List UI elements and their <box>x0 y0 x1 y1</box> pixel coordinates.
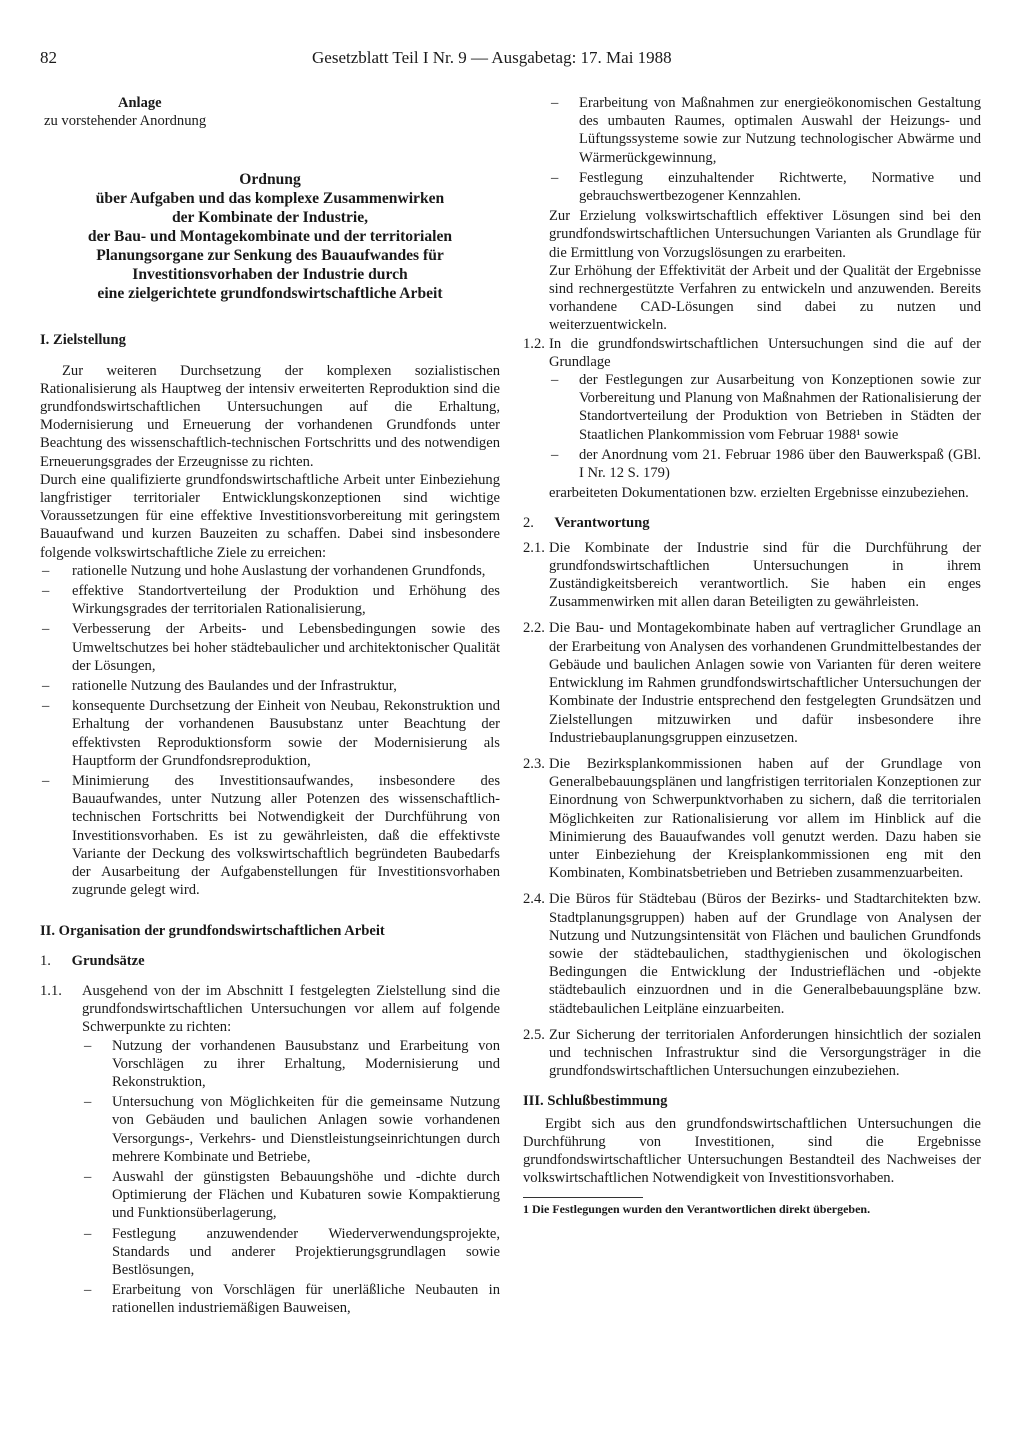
list-item: – Festlegung einzuhaltender Richtwerte, Normative und gebrauchswertbezogener Kennzahlen. <box>549 169 981 205</box>
clause-2-3 <box>523 755 981 882</box>
clause-2-2 <box>523 619 981 746</box>
section-heading-organisation: II. Organisation der grundfondswirtschaftlichen Arbeit <box>40 922 385 939</box>
clause-number: 1.1. <box>40 982 62 999</box>
list-item: – Erarbeitung von Maßnahmen zur energieökonomischen Gestaltung des umbauten Raumes, optimalen Auswahl der Heizungs- und Lüftungssysteme sowie zur Nutzung technologischer Abwärme und Wärmerückgewinnung, <box>549 94 981 167</box>
anlage-label: Anlage <box>118 95 162 111</box>
list-item: – rationelle Nutzung und hohe Auslastung der vorhandenen Grundfonds, <box>40 562 500 580</box>
clause-text: Die Bezirksplankommissionen haben auf der Grundlage von Generalbebauungsplänen und langfristigen territorialen Konzeptionen zur Einordnung von Schwerpunktvorhaben zu sichern, daß die territorialen Möglichkeiten zur Rationalisierung vor allem im Hinblick auf die Minimierung des Bauaufwandes voll genutzt werden. Dazu haben sie unter Einbeziehung der Kreisplankommissionen eng mit den Kombinaten, Kombinatsbetrieben und Betrieben zusammenzuarbeiten. <box>549 755 981 882</box>
section-heading-schlussbestimmung: III. Schlußbestimmung <box>523 1093 668 1110</box>
clause-number: 2.5. <box>523 1026 545 1043</box>
list-item: – Erarbeitung von Vorschlägen für unerläßliche Neubauten in rationellen industriemäßigen Bauweisen, <box>82 1281 500 1317</box>
clause-text: Die Kombinate der Industrie sind für die Durchführung der grundfondswirtschaftlichen Untersuchungen in ihrem Zuständigkeitsbereich verantwortlich. Sie haben ein enges Zusammenwirken mit allen daran Beteiligten zu gewährleisten. <box>549 539 981 611</box>
list-item: – der Festlegungen zur Ausarbeitung von Konzeptionen sowie zur Vorbereitung und Planung von Maßnahmen der Rationalisierung der Standortverteilung der Produktion von Betrieben in Städten der Staatlichen Plankommission vom Februar 1988¹ sowie <box>549 371 981 444</box>
subsection-number: 2. <box>523 515 534 532</box>
list-item: – Festlegung anzuwendender Wiederverwendungsprojekte, Standards und anderer Projektierungsgrundlagen sowie Bestlösungen, <box>82 1225 500 1280</box>
left-column <box>40 94 500 1326</box>
document-title <box>40 170 500 303</box>
right-column <box>523 94 981 1217</box>
clause-2-1 <box>523 539 981 612</box>
section-heading-zielstellung: I. Zielstellung <box>40 332 126 349</box>
subsection-number: 1. <box>40 952 51 969</box>
clause-number: 1.2. <box>523 335 545 352</box>
list-item: – rationelle Nutzung des Baulandes und der Infrastruktur, <box>40 677 500 695</box>
title-line: Investitionsvorhaben der Industrie durch <box>132 266 408 284</box>
clause-number: 2.3. <box>523 755 545 772</box>
list-item: – Untersuchung von Möglichkeiten für die gemeinsame Nutzung von Gebäuden und baulichen Anlagen sowie vorhandenen Versorgungs-, Verkehrs- und Dienstleistungseinrichtungen durch mehrere Kombinate und Betriebe, <box>82 1093 500 1166</box>
anlage-subtitle: zu vorstehender Anordnung <box>44 113 207 130</box>
subsection-heading-verantwortung <box>523 514 981 532</box>
title-line: über Aufgaben und das komplexe Zusammenwirken <box>95 190 445 208</box>
subsection-title: Grundsätze <box>71 952 145 969</box>
clause-text: Die Bau- und Montagekombinate haben auf vertraglicher Grundlage an der Erarbeitung von Analysen des vorhandenen Grundmittelbestandes der Gebäude und baulichen Anlagen sowie von Varianten für deren weitere Entwicklung im Rahmen grundfondswirtschaftlicher Untersuchungen der Kombinate der Industrie entsprechend den festgelegten Grundsätzen und Zielstellungen mitzuwirken und dafür insbesondere ihre Industriebauplanungsgruppen einzusetzen. <box>549 620 981 746</box>
clause-text: Zur Sicherung der territorialen Anforderungen hinsichtlich der sozialen und technischen Infrastruktur sind die Versorgungsträger in die grundfondswirtschaftlichen Untersuchungen einzubeziehen. <box>549 1026 981 1080</box>
goals-list <box>40 562 500 900</box>
running-head: Gesetzblatt Teil I Nr. 9 — Ausgabetag: 17. Mai 1988 <box>312 48 672 67</box>
paragraph: Zur Erhöhung der Effektivität der Arbeit und der Qualität der Ergebnisse sind rechnergestützte Verfahren zu entwickeln und anzuwenden. Bereits vorhandene CAD-Lösungen sind dabei zu nutzen und weiterzuentwickeln. <box>549 262 981 334</box>
subsection-title: Verantwortung <box>554 515 650 532</box>
focus-list-continued <box>549 94 981 205</box>
clause-1-1-continued <box>549 94 981 335</box>
paragraph: Durch eine qualifizierte grundfondswirtschaftliche Arbeit unter Einbeziehung langfristiger territorialer Entwicklungskonzeptionen sind wichtige Voraussetzungen für eine effektive Investitionsvorbereitung mit geringstem Bauaufwand und kurzen Bauzeiten zu schaffen. Dabei sind insbesondere folgende volkswirtschaftliche Ziele zu erreichen: <box>40 471 500 561</box>
clause-text: Ausgehend von der im Abschnitt I festgelegten Zielstellung sind die grundfondswirtschaftlichen Untersuchungen vor allem auf folgende Schwerpunkte zu richten: <box>82 982 500 1036</box>
clause-1-2 <box>523 335 981 503</box>
paragraph: Zur weiteren Durchsetzung der komplexen sozialistischen Rationalisierung als Hauptweg der intensiv erweiterten Reproduktion sind die grundfondswirtschaftlichen Untersuchungen auf die Erhaltung, Modernisierung und Erneuerung der vorhandenen Grundfonds unter Beachtung des wissenschaftlich-technischen Fortschritts und des notwendigen Erneuerungsgrades der Erzeugnisse zu richten. <box>40 362 500 470</box>
page-number: 82 <box>40 48 57 67</box>
list-item: – Nutzung der vorhandenen Bausubstanz und Erarbeitung von Vorschlägen zu ihrer Erhaltung, Modernisierung und Rekonstruktion, <box>82 1037 500 1092</box>
clause-number: 2.1. <box>523 539 545 556</box>
clause-2-5 <box>523 1026 981 1081</box>
list-item: – der Anordnung vom 21. Februar 1986 über den Bauwerkspaß (GBl. I Nr. 12 S. 179) <box>549 446 981 482</box>
list-item: – Verbesserung der Arbeits- und Lebensbedingungen sowie des Umweltschutzes bei hoher städtebaulicher und architektonischer Qualität der Lösungen, <box>40 620 500 675</box>
clause-text: In die grundfondswirtschaftlichen Untersuchungen sind die auf der Grundlage <box>549 335 981 370</box>
paragraph: Ergibt sich aus den grundfondswirtschaftlichen Untersuchungen die Durchführung von Investitionen, sind die Ergebnisse grundfondswirtschaftlicher Untersuchungen Bestandteil des Nachweises der volkswirtschaftlichen Notwendigkeit von Investitionsvorhaben. <box>523 1115 981 1187</box>
clause-tail: erarbeiteten Dokumentationen bzw. erzielten Ergebnisse einzubeziehen. <box>549 485 969 502</box>
list-item: – effektive Standortverteilung der Produktion und Erhöhung des Wirkungsgrades der territorialen Rationalisierung, <box>40 582 500 618</box>
clause-1-1 <box>40 982 500 1318</box>
clause-2-4 <box>523 890 981 1017</box>
focus-list <box>82 1037 500 1318</box>
clause-number: 2.4. <box>523 891 545 908</box>
subsection-heading-grundsaetze <box>40 952 500 970</box>
list-item: – konsequente Durchsetzung der Einheit von Neubau, Rekonstruktion und Erhaltung der vorhandenen Bausubstanz unter Beachtung der effektivsten Reproduktionsform sowie der Modernisierung als Hauptform der Grundfondsreproduktion, <box>40 697 500 770</box>
title-line: der Bau- und Montagekombinate und der territorialen <box>87 228 453 246</box>
footnote: 1 Die Festlegungen wurden den Verantwortlichen direkt übergeben. <box>523 1202 871 1217</box>
title-line: der Kombinate der Industrie, <box>171 209 369 227</box>
clause-text: Die Büros für Städtebau (Büros der Bezirks- und Stadtarchitekten bzw. Stadtplanungsgruppen) haben auf der Grundlage von Analysen der Nutzung und Nutzungsintensität von Flächen und baulichen Grundfonds sowie der städtebaulichen, stadthygienischen und ökologischen Bedingungen die Entwicklung der Industrieflächen und -objekte städtebaulich einzuordnen und in die Generalbebauungspläne bzw. städtebaulichen Leitpläne einzuarbeiten. <box>549 891 981 1017</box>
title-line: eine zielgerichtete grundfondswirtschaftliche Arbeit <box>97 285 443 303</box>
paragraph: Zur Erzielung volkswirtschaftlich effektiver Lösungen sind bei den grundfondswirtschaftlichen Untersuchungen Varianten als Grundlage für die Ermittlung von Vorzugslösungen zu erarbeiten. <box>549 208 981 261</box>
basis-list <box>549 371 981 482</box>
title-line: Ordnung <box>239 171 301 189</box>
clause-number: 2.2. <box>523 620 545 637</box>
list-item: – Auswahl der günstigsten Bebauungshöhe und -dichte durch Optimierung der Flächen und Kubaturen sowie Kompaktierung und Funktionsüberlagerung, <box>82 1168 500 1223</box>
footnote-divider <box>523 1197 643 1198</box>
title-line: Planungsorgane zur Senkung des Bauaufwandes für <box>96 247 444 265</box>
list-item: – Minimierung des Investitionsaufwandes, insbesondere des Bauaufwandes, unter Nutzung aller Potenzen des wissenschaftlich-technischen Fortschritts bei Notwendigkeit der Durchführung von Investitionsvorhaben. Es ist zu gewährleisten, daß die effektivste Variante der Deckung des volkswirtschaftlich begründeten Baubedarfs der Ausarbeitung der Aufgabenstellungen für Investitionsvorhaben zugrunde gelegt wird. <box>40 772 500 899</box>
